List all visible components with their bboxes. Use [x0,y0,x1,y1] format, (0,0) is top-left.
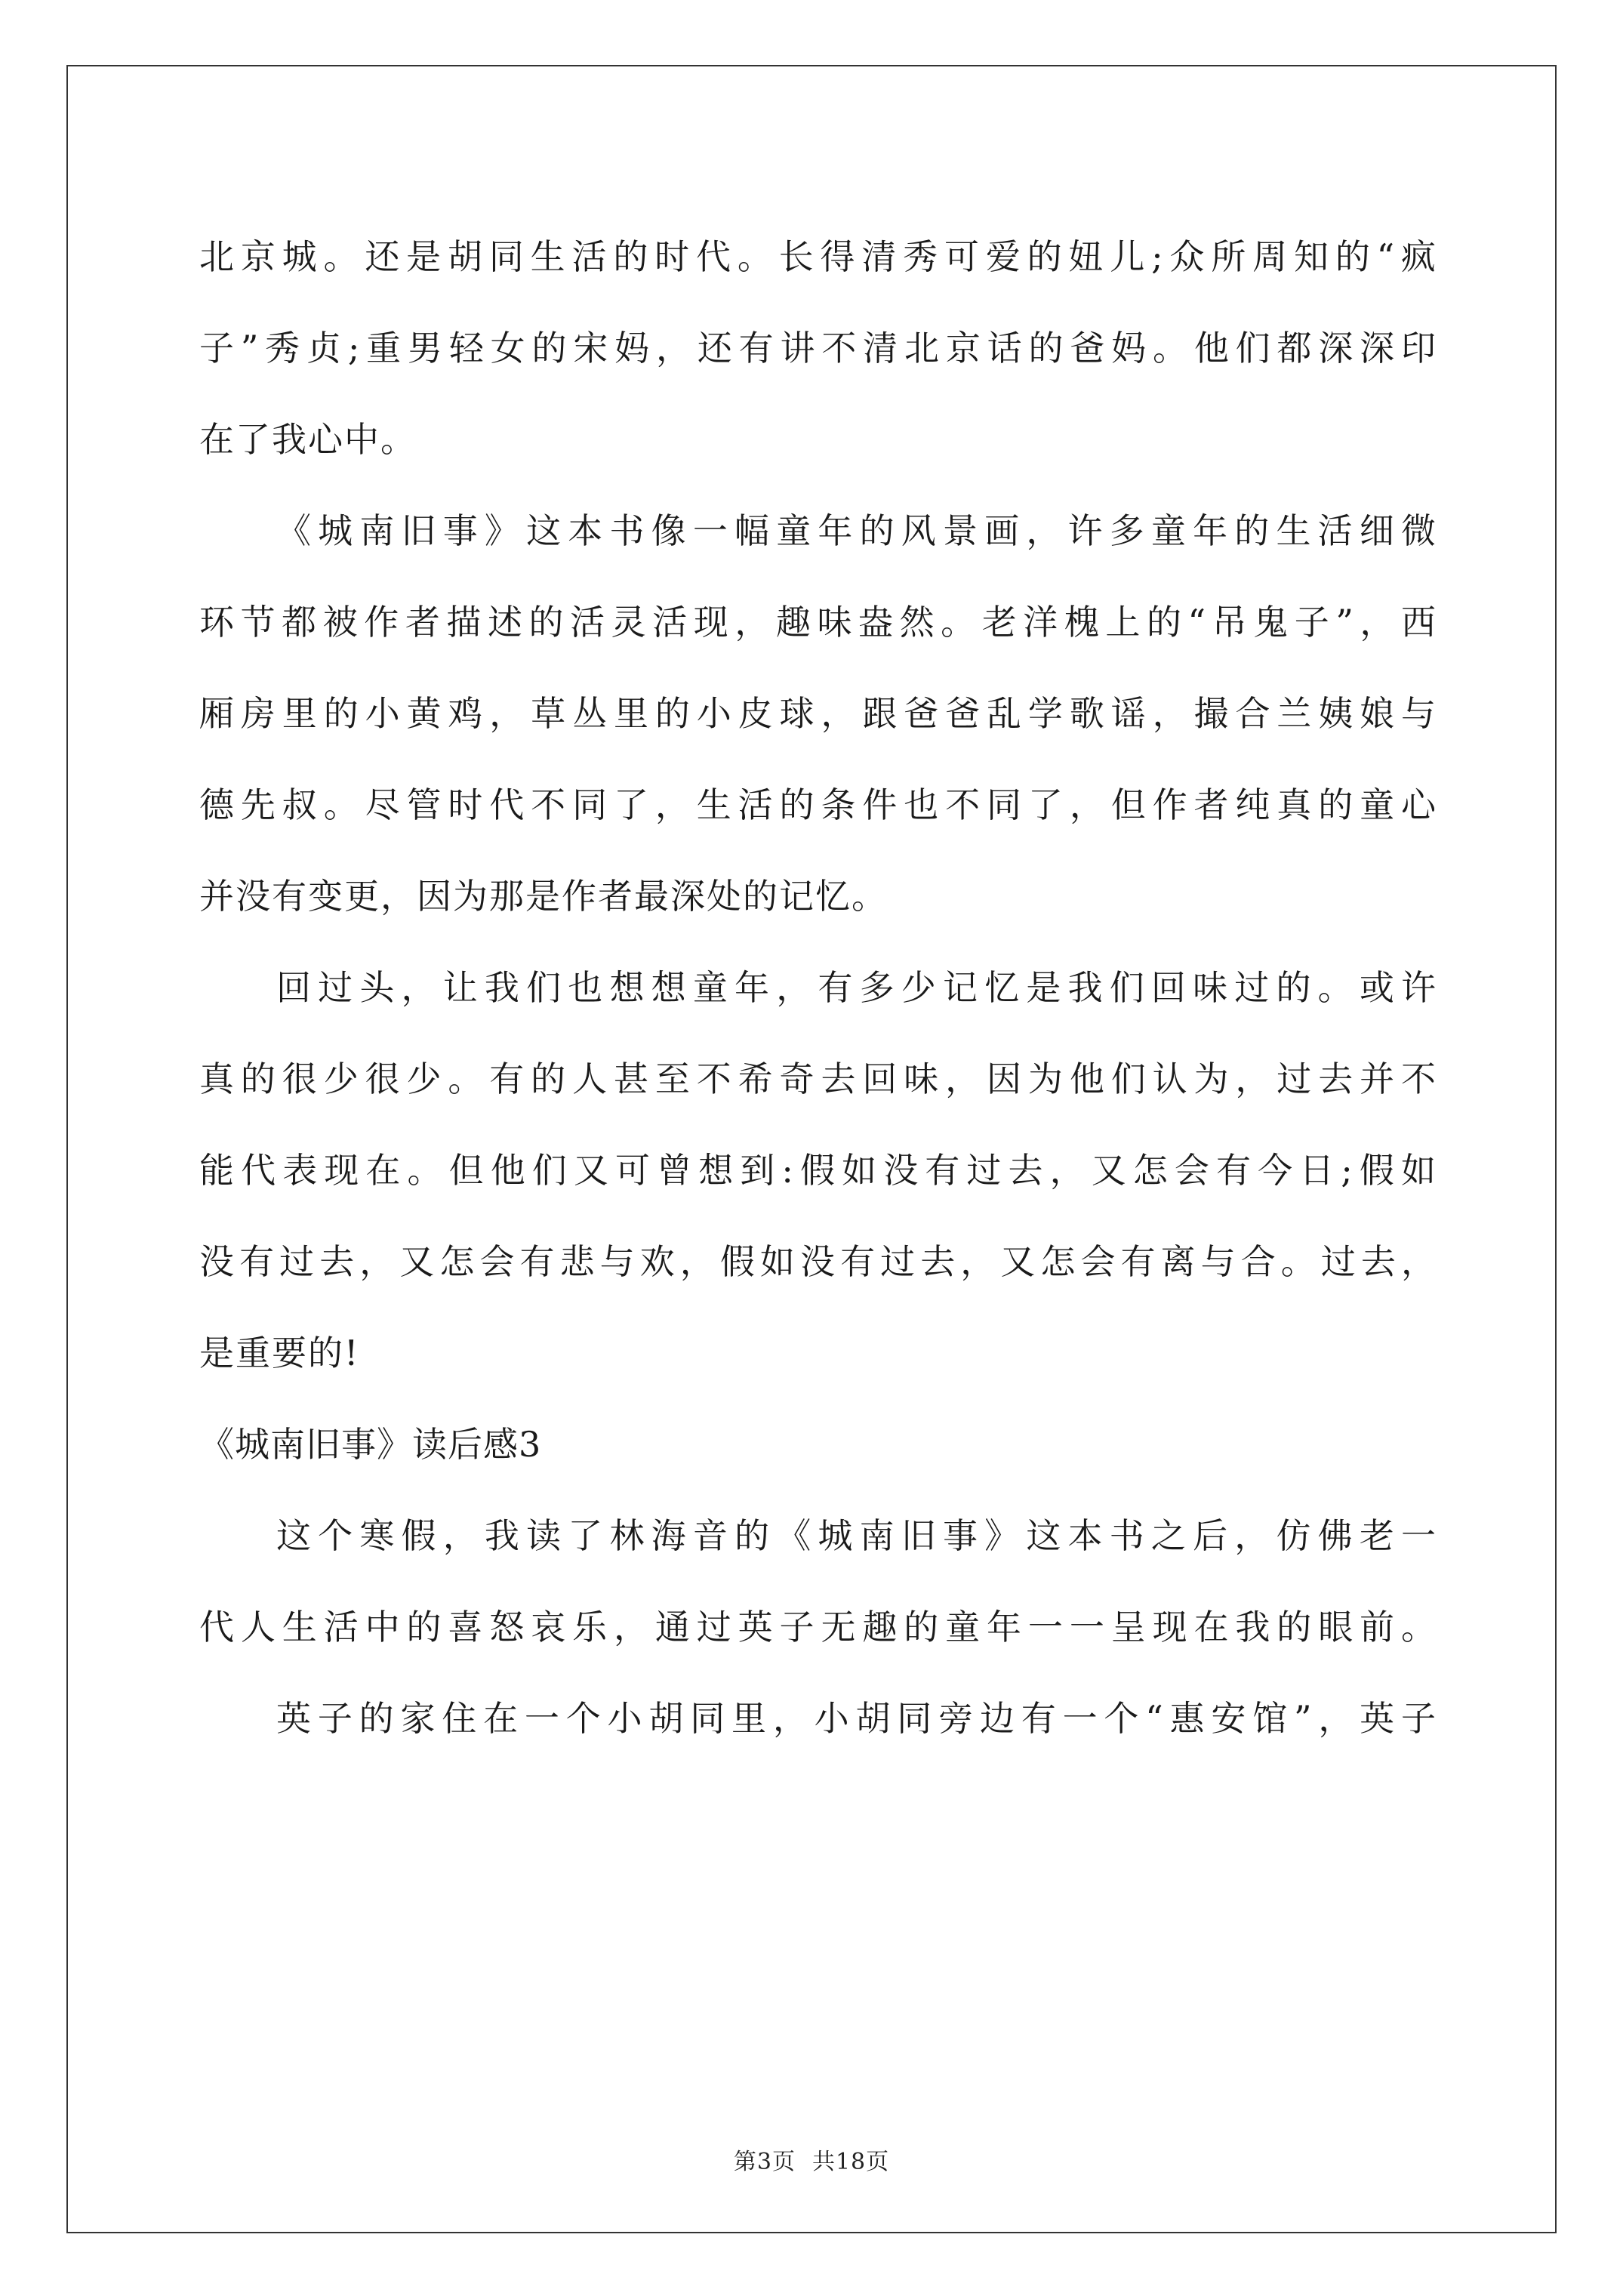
paragraph-line: 真的很少很少。有的人甚至不希奇去回味，因为他们认为，过去并不 [199,1059,1437,1099]
page-total: 共18页 [812,2149,890,2175]
paragraph-line: 环节都被作者描述的活灵活现，趣味盎然。老洋槐上的“吊鬼子”，西 [199,602,1437,643]
paragraph-line: 《城南旧事》这本书像一幅童年的风景画，许多童年的生活细微 [276,510,1437,551]
paragraph-line: 厢房里的小黄鸡，草丛里的小皮球，跟爸爸乱学歌谣，撮合兰姨娘与 [199,693,1437,734]
paragraph-line: 代人生活中的喜怒哀乐，通过英子无趣的童年一一呈现在我的眼前。 [199,1607,1437,1647]
paragraph-line: 子”秀贞;重男轻女的宋妈，还有讲不清北京话的爸妈。他们都深深印 [199,328,1437,368]
section-heading: 《城南旧事》读后感3 [199,1424,542,1465]
paragraph-line: 是重要的! [199,1333,360,1373]
page-number: 第3页 [733,2149,796,2175]
paragraph-line: 英子的家住在一个小胡同里，小胡同旁边有一个“惠安馆”，英子 [276,1698,1437,1739]
paragraph-line: 北京城。还是胡同生活的时代。长得清秀可爱的妞儿;众所周知的“疯 [199,236,1437,277]
document-body [199,211,1437,1764]
paragraph-line: 能代表现在。但他们又可曾想到:假如没有过去，又怎会有今日;假如 [199,1150,1437,1191]
page-footer [0,2143,1623,2176]
paragraph-line: 没有过去，又怎会有悲与欢，假如没有过去，又怎会有离与合。过去， [199,1241,1437,1282]
paragraph-line: 这个寒假，我读了林海音的《城南旧事》这本书之后，仿佛老一 [276,1515,1437,1556]
paragraph-line: 德先叔。尽管时代不同了，生活的条件也不同了，但作者纯真的童心 [199,784,1437,825]
paragraph-line: 在了我心中。 [199,419,417,460]
paragraph-line: 回过头，让我们也想想童年，有多少记忆是我们回味过的。或许 [276,967,1437,1008]
paragraph-line: 并没有变更，因为那是作者最深处的记忆。 [199,876,888,917]
